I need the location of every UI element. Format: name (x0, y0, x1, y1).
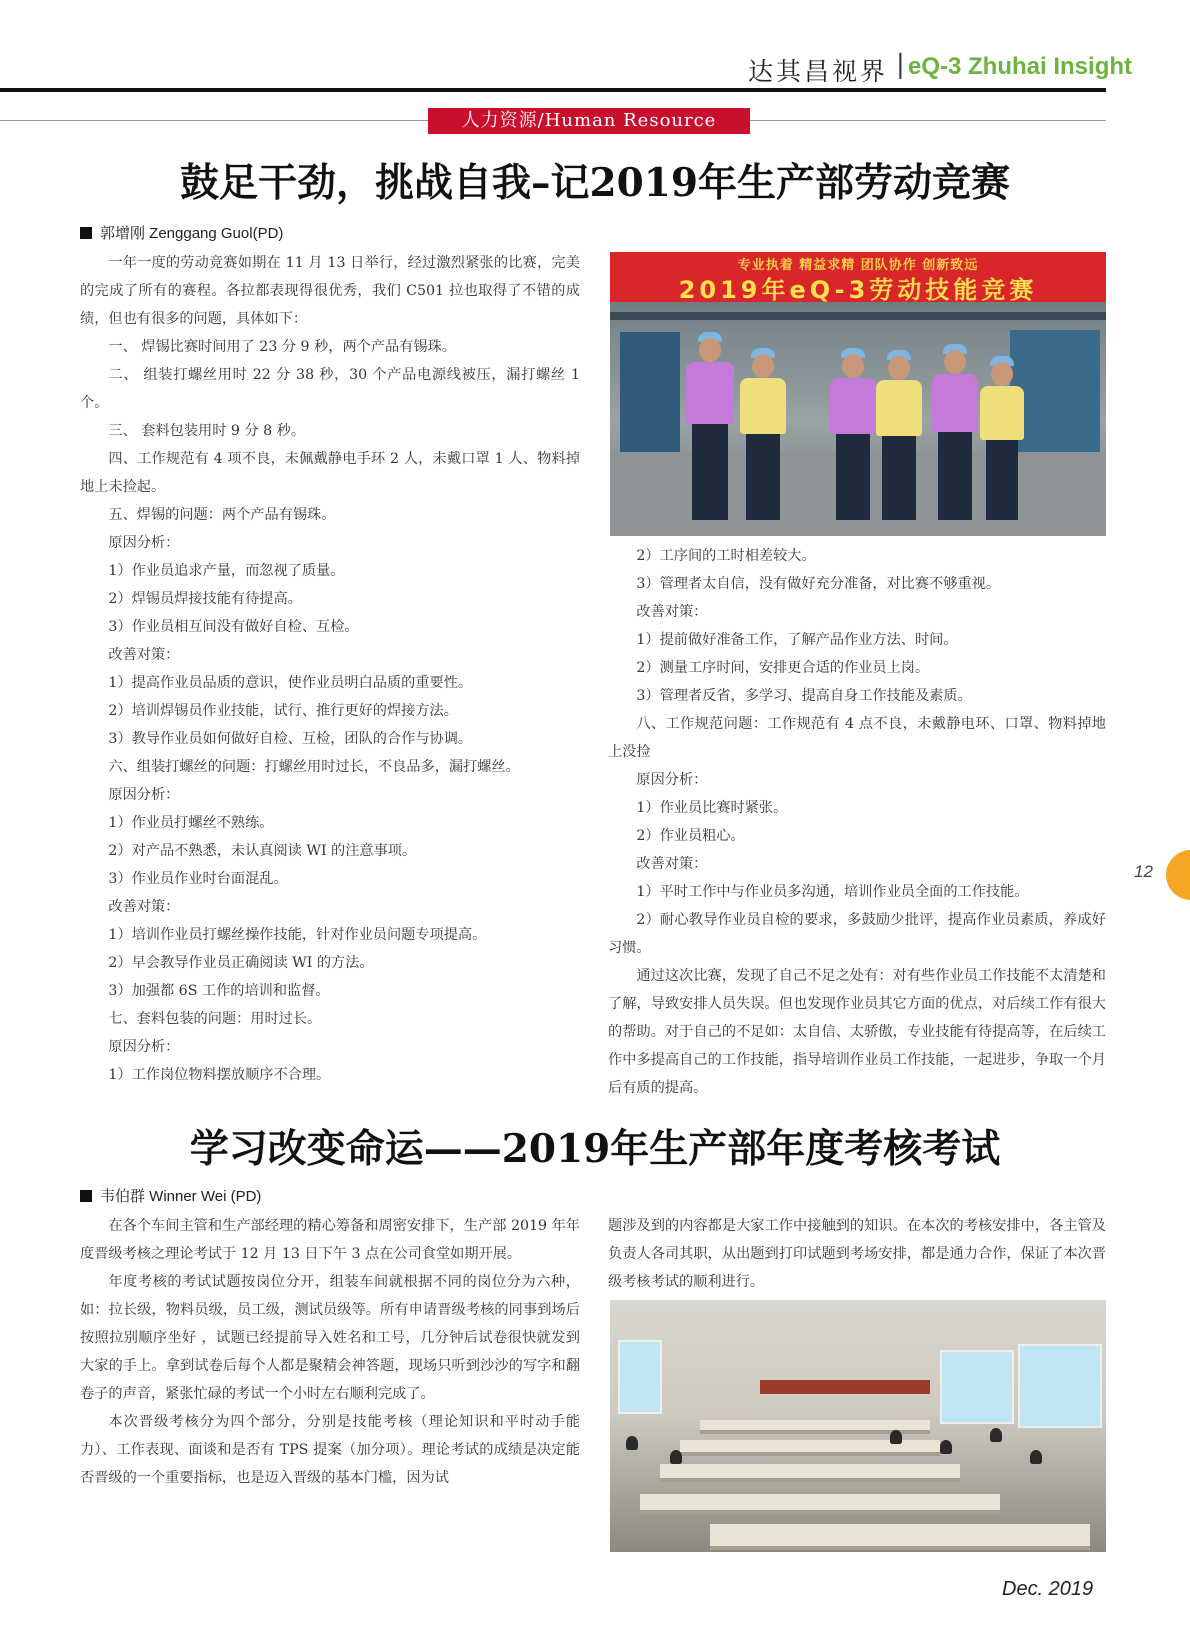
workstation (620, 332, 680, 452)
examinee (890, 1430, 902, 1444)
paragraph: 四、工作规范有 4 项不良，未佩戴静电手环 2 人，未戴口罩 1 人、物料掉地上未捡起。 (80, 451, 580, 495)
article1-byline (80, 222, 283, 243)
competition-team-photo (610, 252, 1106, 536)
paragraph: 改善对策： (636, 856, 708, 872)
examinee (1030, 1450, 1042, 1464)
paragraph: 1）工作岗位物料摆放顺序不合理。 (108, 1067, 331, 1083)
article1-right-column (608, 542, 1106, 1102)
paragraph: 六、组装打螺丝的问题：打螺丝用时过长，不良品多，漏打螺丝。 (108, 759, 520, 775)
paragraph: 1）培训作业员打螺丝操作技能，针对作业员问题专项提高。 (108, 927, 487, 943)
paragraph: 3）管理者反省，多学习、提高自身工作技能及素质。 (636, 688, 972, 704)
paragraph: 原因分析： (108, 535, 180, 551)
paragraph: 2）早会教导作业员正确阅读 WI 的方法。 (108, 955, 374, 971)
paragraph: 原因分析： (108, 787, 180, 803)
table (660, 1464, 960, 1482)
paragraph: 二、 组装打螺丝用时 22 分 38 秒，30 个产品电源线被压，漏打螺丝 1 个。 (80, 367, 580, 411)
paragraph: 在各个车间主管和生产部经理的精心筹备和周密安排下，生产部 2019 年年度晋级考核之理论考试于 12 月 13 日下午 3 点在公司食堂如期开展。 (80, 1218, 580, 1262)
paragraph: 三、 套料包装用时 9 分 8 秒。 (108, 423, 306, 439)
worker (736, 348, 790, 528)
paragraph: 年度考核的考试试题按岗位分开，组装车间就根据不同的岗位分为六种，如：拉长级，物料员级，员工级，测试员级等。所有申请晋级考核的同事到场后按照拉别顺序坐好 ，试题已经提前导入姓名和工号，几分钟后试卷很快就发到大家的手上。拿到试卷后每个人都是聚精会神答题，现场只听到沙沙的写字和翻卷子的声音，紧张忙碌的考试一个小时左右顺利完成了。 (80, 1274, 580, 1402)
worker (872, 350, 926, 528)
paragraph: 原因分析： (636, 772, 708, 788)
paragraph: 一、 焊锡比赛时间用了 23 分 9 秒，两个产品有锡珠。 (108, 339, 456, 355)
banner-slogan: 专业执着 精益求精 团队协作 创新致远 (737, 258, 979, 273)
article2-byline (80, 1185, 261, 1206)
wall-banner (760, 1380, 930, 1394)
paragraph: 1）作业员追求产量，而忽视了质量。 (108, 563, 345, 579)
exam-hall-photo (610, 1300, 1106, 1552)
paragraph: 原因分析： (108, 1039, 180, 1055)
header-rule (0, 88, 1106, 92)
examinee (670, 1450, 682, 1464)
issue-date: Dec. 2019 (1002, 1578, 1094, 1600)
ceiling-rail (610, 312, 1106, 320)
paragraph: 2）工序间的工时相差较大。 (636, 548, 816, 564)
paragraph: 题涉及到的内容都是大家工作中接触到的知识。在本次的考核安排中，各主管及负责人各司其职，从出题到打印试题到考场安排，都是通力合作，保证了本次晋级考核考试的顺利进行。 (608, 1218, 1106, 1290)
paragraph: 2）培训焊锡员作业技能，试行、推行更好的焊接方法。 (108, 703, 458, 719)
paragraph: 一年一度的劳动竞赛如期在 11 月 13 日举行，经过激烈紧张的比赛，完美的完成了所有的赛程。各拉都表现得很优秀，我们 C501 拉也取得了不错的成绩，但也有很多的问题，具体如下： (80, 255, 580, 327)
paragraph: 八、工作规范问题：工作规范有 4 点不良，未戴静电环、口罩、物料掉地上没捡 (608, 716, 1106, 760)
article1-author: 郭增刚 Zenggang Guol(PD) (100, 225, 284, 242)
paragraph: 3）管理者太自信，没有做好充分准备，对比赛不够重视。 (636, 576, 1001, 592)
article2-author: 韦伯群 Winner Wei (PD) (100, 1188, 262, 1205)
section-tag: 人力资源/Human Resource (428, 108, 750, 134)
paragraph: 改善对策： (108, 647, 180, 663)
article1-title: 鼓足干劲，挑战自我–记2019年生产部劳动竞赛 (179, 160, 1011, 206)
competition-banner (610, 252, 1106, 302)
page-number: 12 (1134, 862, 1153, 881)
paragraph: 七、套料包装的问题：用时过长。 (108, 1011, 322, 1027)
banner-title: 2019年eQ-3劳动技能竞赛 (678, 276, 1038, 304)
paragraph: 3）作业员相互间没有做好自检、互检。 (108, 619, 359, 635)
paragraph: 2）作业员粗心。 (636, 828, 745, 844)
article2-left-column (80, 1212, 580, 1492)
worker (928, 344, 982, 528)
window (618, 1340, 662, 1414)
article2-right-column (608, 1212, 1106, 1296)
paragraph: 2）测量工序时间，安排更合适的作业员上岗。 (636, 660, 930, 676)
paragraph: 2）焊锡员焊接技能有待提高。 (108, 591, 302, 607)
brand-name-cn: 达其昌视界 (748, 57, 889, 86)
table (710, 1524, 1090, 1550)
paragraph: 1）平时工作中与作业员多沟通，培训作业员全面的工作技能。 (636, 884, 1029, 900)
byline-square-icon (80, 1190, 92, 1202)
examinee (990, 1428, 1002, 1442)
article1-left-column (80, 249, 580, 1089)
paragraph: 五、焊锡的问题：两个产品有锡珠。 (108, 507, 336, 523)
paragraph: 1）提高作业员品质的意识，使作业员明白品质的重要性。 (108, 675, 473, 691)
window (1018, 1344, 1102, 1428)
examinee (626, 1436, 638, 1450)
examinee (940, 1440, 952, 1454)
byline-square-icon (80, 227, 92, 239)
paragraph: 2）对产品不熟悉，未认真阅读 WI 的注意事项。 (108, 843, 417, 859)
paragraph: 改善对策： (108, 899, 180, 915)
paragraph: 1）提前做好准备工作，了解产品作业方法、时间。 (636, 632, 958, 648)
worker (680, 332, 740, 532)
worker (976, 356, 1028, 528)
page-tab (1166, 850, 1190, 900)
paragraph: 3）作业员作业时台面混乱。 (108, 871, 288, 887)
article2-title: 学习改变命运——2019年生产部年度考核考试 (189, 1126, 1001, 1172)
paragraph: 3）教导作业员如何做好自检、互检，团队的合作与协调。 (108, 731, 473, 747)
paragraph: 2）耐心教导作业员自检的要求，多鼓励少批评，提高作业员素质，养成好习惯。 (608, 912, 1106, 956)
brand-separator: | (896, 50, 905, 80)
brand-name-en: eQ-3 Zhuhai Insight (908, 53, 1133, 80)
paragraph: 改善对策： (636, 604, 708, 620)
table (640, 1494, 1000, 1514)
window (940, 1350, 1014, 1424)
paragraph: 3）加强都 6S 工作的培训和监督。 (108, 983, 330, 999)
paragraph: 本次晋级考核分为四个部分，分别是技能考核（理论知识和平时动手能力）、工作表现、面谈和是否有 TPS 提案（加分项）。理论考试的成绩是决定能否晋级的一个重要指标，也是迈入晋级的基本门槛，因为试 (80, 1414, 580, 1486)
paragraph: 通过这次比赛，发现了自己不足之处有：对有些作业员工作技能不太清楚和了解，导致安排人员失误。但也发现作业员其它方面的优点，对后续工作有很大的帮助。对于自己的不足如：太自信、太骄傲，专业技能有待提高等，在后续工作中多提高自己的工作技能，指导培训作业员工作技能，一起进步，争取一个月后有质的提高。 (608, 968, 1106, 1096)
paragraph: 1）作业员比赛时紧张。 (636, 800, 788, 816)
paragraph: 1）作业员打螺丝不熟练。 (108, 815, 274, 831)
